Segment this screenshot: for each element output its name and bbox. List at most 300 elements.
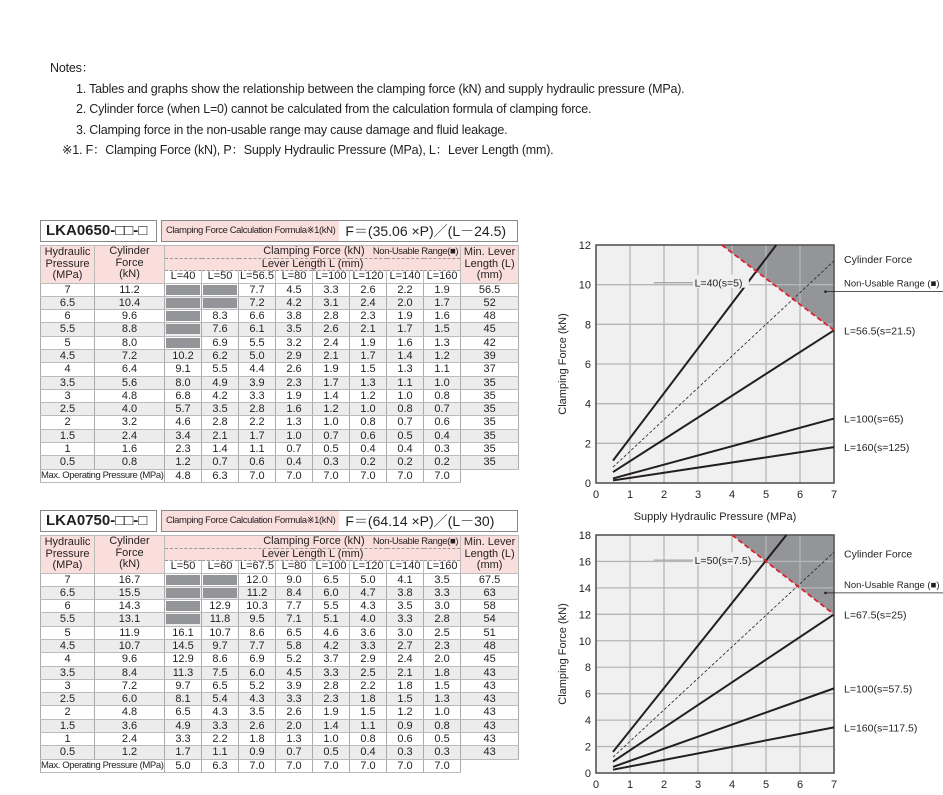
formula-expression: F＝(35.06 ×P)／(L－24.5)	[345, 223, 507, 239]
non-usable-marker	[203, 285, 236, 295]
pressure-cell: 6	[41, 600, 95, 613]
clamping-force-cell: 3.4	[165, 429, 202, 442]
clamping-force-cell: 0.7	[387, 416, 424, 429]
clamping-force-cell: 0.8	[424, 719, 461, 732]
pressure-cell: 2.5	[41, 693, 95, 706]
cylinder-force-cell: 10.7	[95, 639, 165, 652]
clamping-force-cell: 2.2	[239, 416, 276, 429]
max-pressure-cell: 7.0	[424, 759, 461, 772]
clamping-force-cell: 2.1	[202, 429, 239, 442]
pressure-cell: 6.5	[41, 296, 95, 309]
clamping-force-cell: 7.6	[202, 323, 239, 336]
clamping-force-cell: 1.7	[387, 323, 424, 336]
min-lever-cell: 54	[461, 613, 519, 626]
pressure-cell: 0.5	[41, 456, 95, 469]
header-nonusable-label: Non-Usable Range(■)	[372, 246, 459, 257]
clamping-force-cell: 3.8	[387, 586, 424, 599]
header-pressure-line: (MPa)	[52, 559, 83, 571]
table-row	[41, 389, 519, 402]
clamping-force-cell: 1.8	[387, 679, 424, 692]
x-tick-label: 0	[592, 489, 600, 501]
table-row	[41, 626, 519, 639]
header-min-lever-line: Length (L)	[464, 547, 515, 560]
cylinder-force-cell: 7.2	[95, 679, 165, 692]
clamping-force-cell: 0.2	[387, 456, 424, 469]
non-usable-marker	[203, 588, 236, 598]
clamping-force-cell: 0.4	[387, 443, 424, 456]
pressure-cell: 7	[41, 573, 95, 586]
clamping-force-cell: 3.9	[239, 376, 276, 389]
non-usable-cell	[202, 573, 239, 586]
header-cylinder-line: Cylinder Force	[109, 245, 150, 269]
clamping-force-cell: 2.6	[276, 706, 313, 719]
clamping-force-cell: 9.5	[239, 613, 276, 626]
blank-cell	[461, 759, 519, 772]
clamping-force-cell: 5.4	[202, 693, 239, 706]
header-lever-4: L=100	[313, 271, 350, 284]
clamping-force-cell: 2.2	[387, 283, 424, 296]
clamping-force-cell: 2.1	[313, 349, 350, 362]
min-lever-cell: 39	[461, 349, 519, 362]
cylinder-force-cell: 14.3	[95, 600, 165, 613]
non-usable-marker	[166, 311, 199, 321]
max-pressure-cell: 7.0	[276, 469, 313, 482]
clamping-force-cell: 1.2	[387, 706, 424, 719]
non-usable-cell	[202, 586, 239, 599]
non-usable-marker	[166, 298, 199, 308]
y-tick-label: 2	[584, 438, 591, 451]
clamping-force-cell: 4.3	[202, 706, 239, 719]
clamping-force-cell: 1.1	[239, 443, 276, 456]
clamping-force-cell: 6.0	[239, 666, 276, 679]
clamping-force-cell: 2.4	[350, 296, 387, 309]
clamping-force-cell: 1.4	[313, 389, 350, 402]
min-lever-cell: 43	[461, 666, 519, 679]
clamping-force-cell: 1.2	[424, 349, 461, 362]
pressure-cell: 3	[41, 389, 95, 402]
non-usable-cell	[165, 296, 202, 309]
x-tick-label: 3	[694, 779, 702, 790]
clamping-force-cell: 1.9	[387, 310, 424, 323]
clamping-force-cell: 8.0	[165, 376, 202, 389]
clamping-force-cell: 8.3	[202, 310, 239, 323]
min-lever-cell: 43	[461, 706, 519, 719]
header-pressure-line: Hydraulic	[44, 536, 91, 548]
clamping-force-cell: 0.8	[350, 416, 387, 429]
table-row	[41, 639, 519, 652]
header-nonusable-label: Non-Usable Range(■)	[372, 536, 459, 547]
min-lever-cell: 35	[461, 443, 519, 456]
pressure-cell: 5	[41, 336, 95, 349]
clamping-force-cell: 16.1	[165, 626, 202, 639]
min-lever-cell: 35	[461, 376, 519, 389]
clamping-force-cell: 2.4	[387, 653, 424, 666]
non-usable-cell	[165, 600, 202, 613]
clamping-force-cell: 3.3	[202, 719, 239, 732]
clamping-force-cell: 3.0	[424, 600, 461, 613]
clamping-force-cell: 0.8	[350, 733, 387, 746]
clamping-force-cell: 2.0	[276, 719, 313, 732]
note-reference: ※1. F：Clamping Force (kN), P：Supply Hydraulic Pressure (MPa), L：Lever Length (mm).	[62, 143, 554, 157]
min-lever-cell: 45	[461, 653, 519, 666]
clamping-force-cell: 1.1	[387, 376, 424, 389]
clamping-force-cell: 0.7	[424, 403, 461, 416]
non-usable-cell	[165, 283, 202, 296]
cylinder-force-cell: 3.6	[95, 719, 165, 732]
clamping-force-cell: 1.8	[350, 693, 387, 706]
max-pressure-cell: 6.3	[202, 759, 239, 772]
cylinder-force-cell: 1.2	[95, 746, 165, 759]
clamping-force-cell: 3.2	[276, 336, 313, 349]
note-item: 1. Tables and graphs show the relationship between the clamping force (kN) and supply hydraulic pressure (MPa).	[76, 81, 685, 96]
max-pressure-cell: 7.0	[424, 469, 461, 482]
pressure-cell: 4	[41, 653, 95, 666]
clamping-force-cell: 1.3	[424, 693, 461, 706]
clamping-force-cell: 3.3	[313, 666, 350, 679]
clamping-force-cell: 1.3	[424, 336, 461, 349]
max-pressure-label: Max. Operating Pressure (MPa)	[41, 759, 164, 771]
non-usable-marker	[166, 601, 199, 611]
x-tick-label: 1	[626, 489, 634, 501]
clamping-force-cell: 11.2	[239, 586, 276, 599]
clamping-force-cell: 4.9	[165, 719, 202, 732]
clamping-force-cell: 1.6	[387, 336, 424, 349]
pressure-cell: 6	[41, 310, 95, 323]
clamping-force-cell: 0.2	[424, 456, 461, 469]
formula-box	[161, 510, 518, 532]
series-label: L=100(s=57.5)	[844, 683, 913, 696]
cylinder-force-cell: 4.8	[95, 706, 165, 719]
max-pressure-cell: 6.3	[202, 469, 239, 482]
header-min-lever	[461, 536, 519, 574]
cylinder-force-cell: 11.2	[95, 283, 165, 296]
header-lever-4: L=100	[313, 561, 350, 574]
model-number: LKA0750-□□-□	[40, 510, 157, 532]
clamping-force-cell: 8.4	[276, 586, 313, 599]
header-lever-5: L=120	[350, 271, 387, 284]
non-usable-marker	[166, 285, 199, 295]
clamping-force-cell: 2.3	[313, 693, 350, 706]
clamping-force-cell: 6.5	[276, 626, 313, 639]
clamping-force-cell: 1.6	[424, 310, 461, 323]
table-row	[41, 653, 519, 666]
clamping-force-cell: 6.0	[313, 586, 350, 599]
pressure-cell: 1.5	[41, 429, 95, 442]
clamping-force-cell: 3.1	[313, 296, 350, 309]
table-row	[41, 719, 519, 732]
pressure-cell: 3.5	[41, 666, 95, 679]
header-lever-0: L=40	[165, 271, 202, 284]
cylinder-force-cell: 6.4	[95, 363, 165, 376]
clamping-force-cell: 2.6	[239, 719, 276, 732]
header-min-lever	[461, 246, 519, 284]
series-label: L=40(s=5)	[694, 277, 743, 290]
table-row	[41, 586, 519, 599]
header-lever-5: L=120	[350, 561, 387, 574]
non-usable-cell	[165, 323, 202, 336]
clamping-force-cell: 2.0	[424, 653, 461, 666]
clamping-force-cell: 2.6	[313, 323, 350, 336]
clamping-force-cell: 8.6	[202, 653, 239, 666]
clamping-force-cell: 7.7	[276, 600, 313, 613]
clamping-force-cell: 1.6	[276, 403, 313, 416]
clamping-force-cell: 11.3	[165, 666, 202, 679]
clamping-force-cell: 3.5	[276, 323, 313, 336]
y-tick-label: 0	[584, 768, 591, 780]
cylinder-force-cell: 6.0	[95, 693, 165, 706]
clamping-force-cell: 3.3	[424, 586, 461, 599]
clamping-force-cell: 0.3	[424, 443, 461, 456]
y-tick-label: 12	[578, 240, 591, 252]
header-clamping-label: Clamping Force (kN)	[263, 245, 365, 257]
clamping-force-cell: 12.9	[202, 600, 239, 613]
non-usable-cell	[202, 283, 239, 296]
pressure-cell: 7	[41, 283, 95, 296]
cylinder-force-cell: 9.6	[95, 653, 165, 666]
clamping-force-cell: 1.2	[350, 389, 387, 402]
clamping-force-cell: 2.6	[276, 363, 313, 376]
header-lever-0: L=50	[165, 561, 202, 574]
notes-title: Notes：	[50, 61, 94, 75]
pressure-cell: 2.5	[41, 403, 95, 416]
header-cylinder-force	[95, 246, 165, 284]
header-pressure	[41, 246, 95, 284]
clamping-force-cell: 4.9	[202, 376, 239, 389]
clamping-force-cell: 4.6	[165, 416, 202, 429]
table-row	[41, 456, 519, 469]
clamping-force-cell: 3.3	[313, 283, 350, 296]
y-tick-label: 6	[584, 359, 591, 371]
clamping-force-cell: 3.3	[350, 639, 387, 652]
x-tick-label: 2	[660, 779, 668, 790]
min-lever-cell: 43	[461, 693, 519, 706]
cylinder-force-cell: 7.2	[95, 349, 165, 362]
clamping-force-cell: 1.0	[424, 706, 461, 719]
clamping-force-cell: 1.5	[350, 706, 387, 719]
max-pressure-row	[41, 469, 519, 482]
y-tick-label: 14	[578, 582, 591, 595]
cylinder-force-cell: 3.2	[95, 416, 165, 429]
clamping-force-cell: 0.7	[202, 456, 239, 469]
notes-section	[50, 58, 684, 161]
pressure-cell: 2	[41, 706, 95, 719]
clamping-force-cell: 1.7	[313, 376, 350, 389]
table-row	[41, 310, 519, 323]
header-min-lever-line: Min. Lever	[463, 246, 516, 258]
table-title-bar	[40, 220, 518, 242]
clamping-force-cell: 4.5	[276, 666, 313, 679]
clamping-force-cell: 1.1	[350, 719, 387, 732]
min-lever-cell: 56.5	[461, 283, 519, 296]
clamping-force-cell: 1.1	[424, 363, 461, 376]
clamping-force-cell: 0.8	[387, 403, 424, 416]
max-pressure-cell: 7.0	[276, 759, 313, 772]
clamping-force-cell: 7.1	[276, 613, 313, 626]
header-clamping-force	[165, 246, 461, 259]
header-cylinder-force	[95, 536, 165, 574]
clamping-force-cell: 1.9	[313, 706, 350, 719]
clamping-force-cell: 5.5	[313, 600, 350, 613]
header-min-lever-line: Length (L)	[464, 257, 515, 270]
max-pressure-cell: 7.0	[313, 469, 350, 482]
x-tick-label: 5	[762, 779, 770, 790]
clamping-force-cell: 8.1	[165, 693, 202, 706]
cylinder-force-cell: 1.6	[95, 443, 165, 456]
clamping-force-cell: 0.3	[313, 456, 350, 469]
header-lever-2: L=67.5	[240, 560, 274, 572]
series-label: L=56.5(s=21.5)	[844, 325, 916, 338]
spec-table-block-lka0750	[40, 510, 518, 773]
clamping-force-cell: 10.7	[202, 626, 239, 639]
x-tick-label: 4	[728, 489, 736, 501]
x-axis-label: Supply Hydraulic Pressure (MPa)	[633, 511, 797, 523]
clamping-force-cell: 0.4	[350, 746, 387, 759]
cylinder-force-cell: 9.6	[95, 310, 165, 323]
clamping-force-cell: 2.3	[276, 376, 313, 389]
max-pressure-label: Max. Operating Pressure (MPa)	[41, 469, 164, 481]
clamping-force-cell: 1.7	[165, 746, 202, 759]
clamping-force-cell: 2.2	[202, 733, 239, 746]
series-label: Cylinder Force	[844, 253, 913, 266]
min-lever-cell: 35	[461, 416, 519, 429]
clamping-force-cell: 3.3	[165, 733, 202, 746]
clamping-force-cell: 0.8	[424, 389, 461, 402]
non-usable-cell	[202, 296, 239, 309]
clamping-force-cell: 3.5	[424, 573, 461, 586]
non-usable-cell	[165, 310, 202, 323]
clamping-force-cell: 2.1	[387, 666, 424, 679]
min-lever-cell: 45	[461, 323, 519, 336]
clamping-force-cell: 1.3	[387, 363, 424, 376]
clamping-force-cell: 1.0	[276, 429, 313, 442]
clamping-force-cell: 6.5	[165, 706, 202, 719]
clamping-force-cell: 0.7	[276, 746, 313, 759]
cylinder-force-cell: 15.5	[95, 586, 165, 599]
cylinder-force-cell: 8.8	[95, 323, 165, 336]
cylinder-force-cell: 4.8	[95, 389, 165, 402]
clamping-force-cell: 3.3	[387, 613, 424, 626]
min-lever-cell: 63	[461, 586, 519, 599]
clamping-force-cell: 1.7	[350, 349, 387, 362]
table-row	[41, 376, 519, 389]
pressure-cell: 1	[41, 733, 95, 746]
clamping-force-cell: 0.3	[387, 746, 424, 759]
header-lever-length: Lever Length L (mm)	[165, 548, 461, 561]
clamping-force-cell: 9.1	[165, 363, 202, 376]
clamping-force-cell: 1.4	[387, 349, 424, 362]
clamping-force-cell: 2.3	[350, 310, 387, 323]
clamping-force-cell: 3.5	[202, 403, 239, 416]
max-pressure-cell: 7.0	[239, 759, 276, 772]
table-row	[41, 443, 519, 456]
series-label: L=67.5(s=25)	[844, 609, 907, 622]
clamping-force-cell: 1.0	[350, 403, 387, 416]
pressure-cell: 3.5	[41, 376, 95, 389]
clamping-force-cell: 1.9	[350, 336, 387, 349]
cylinder-force-cell: 11.9	[95, 626, 165, 639]
y-tick-label: 4	[584, 715, 591, 728]
clamping-force-cell: 1.7	[424, 296, 461, 309]
y-tick-label: 6	[584, 688, 591, 701]
x-tick-label: 5	[762, 489, 770, 501]
clamping-force-cell: 4.6	[313, 626, 350, 639]
table-row	[41, 429, 519, 442]
clamping-force-cell: 6.5	[202, 679, 239, 692]
leader-dot	[824, 592, 827, 595]
clamping-force-cell: 4.5	[276, 283, 313, 296]
clamping-force-cell: 1.7	[239, 429, 276, 442]
non-usable-marker	[166, 338, 199, 348]
header-pressure-line: Hydraulic	[44, 246, 91, 258]
clamping-force-cell: 3.5	[387, 600, 424, 613]
pressure-cell: 2	[41, 416, 95, 429]
pressure-cell: 4.5	[41, 349, 95, 362]
clamping-force-cell: 0.2	[350, 456, 387, 469]
header-min-lever-line: Min. Lever	[463, 536, 516, 548]
clamping-force-cell: 1.5	[424, 323, 461, 336]
pressure-cell: 0.5	[41, 746, 95, 759]
clamping-force-cell: 0.5	[313, 746, 350, 759]
header-cylinder-line: (kN)	[119, 268, 140, 280]
clamping-force-cell: 1.3	[276, 733, 313, 746]
max-pressure-cell: 4.8	[165, 469, 202, 482]
clamping-force-cell: 5.5	[239, 336, 276, 349]
header-lever-6: L=140	[387, 271, 424, 284]
non-usable-marker	[166, 324, 199, 334]
note-item: 3. Clamping force in the non-usable range may cause damage and fluid leakage.	[76, 122, 508, 137]
table-row	[41, 693, 519, 706]
clamping-force-cell: 2.8	[313, 310, 350, 323]
clamping-force-cell: 5.8	[276, 639, 313, 652]
clamping-force-cell: 0.9	[239, 746, 276, 759]
table-row	[41, 679, 519, 692]
header-lever-6: L=140	[387, 561, 424, 574]
series-label: L=160(s=117.5)	[844, 722, 918, 735]
non-usable-cell	[165, 573, 202, 586]
table-row	[41, 416, 519, 429]
header-clamping-force	[165, 536, 461, 549]
clamping-force-cell: 3.3	[276, 693, 313, 706]
pressure-cell: 4.5	[41, 639, 95, 652]
clamping-force-cell: 1.2	[165, 456, 202, 469]
clamping-force-cell: 2.1	[350, 323, 387, 336]
series-label: L=160(s=125)	[844, 442, 910, 455]
clamping-force-cell: 4.0	[350, 613, 387, 626]
pressure-cell: 5.5	[41, 323, 95, 336]
table-row	[41, 573, 519, 586]
clamping-force-cell: 2.4	[313, 336, 350, 349]
header-pressure-line: Pressure	[45, 547, 90, 560]
clamping-force-cell: 1.2	[313, 403, 350, 416]
clamping-force-cell: 6.5	[313, 573, 350, 586]
x-tick-label: 1	[626, 779, 634, 790]
clamping-force-cell: 0.6	[239, 456, 276, 469]
clamping-force-cell: 6.2	[202, 349, 239, 362]
max-pressure-cell: 7.0	[313, 759, 350, 772]
clamping-force-cell: 1.3	[276, 416, 313, 429]
max-pressure-cell: 7.0	[387, 759, 424, 772]
header-lever-3: L=80	[276, 271, 313, 284]
non-usable-marker	[166, 588, 199, 598]
min-lever-cell: 51	[461, 626, 519, 639]
y-tick-label: 2	[584, 741, 591, 754]
min-lever-cell: 48	[461, 639, 519, 652]
pressure-cell: 1	[41, 443, 95, 456]
non-usable-marker	[166, 614, 199, 624]
table-row	[41, 666, 519, 679]
clamping-force-cell: 2.8	[202, 416, 239, 429]
clamping-force-cell: 0.5	[313, 443, 350, 456]
